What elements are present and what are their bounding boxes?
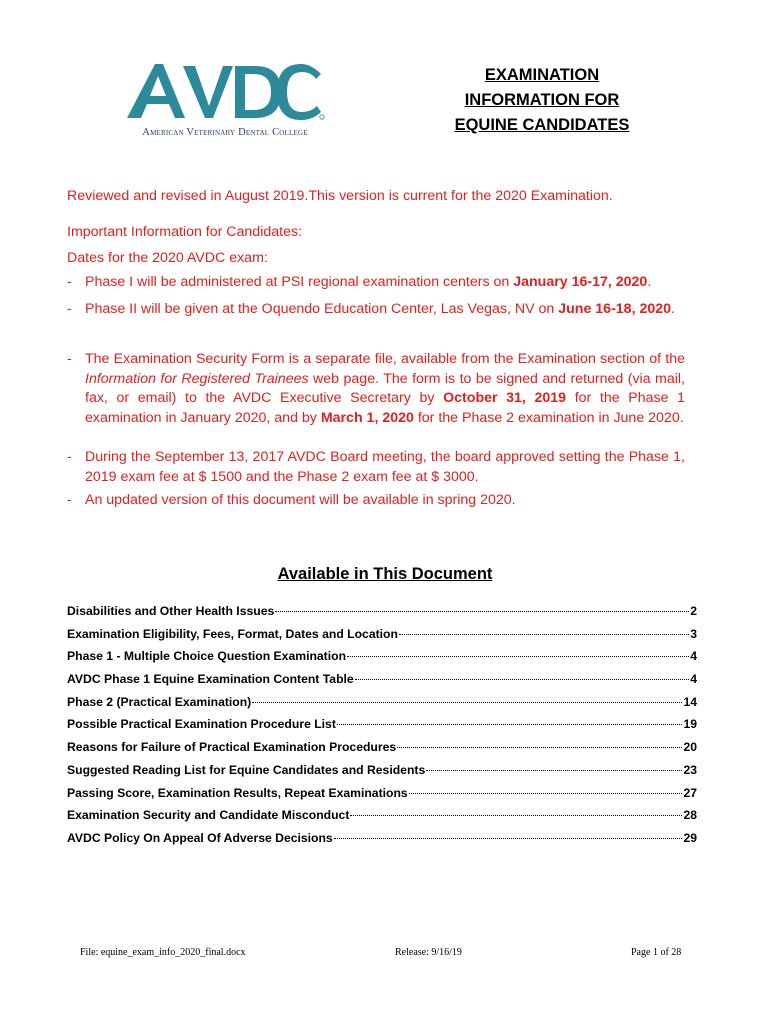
avdc-logo [125,60,325,142]
exam-dates-heading: Dates for the 2020 AVDC exam: [67,250,268,266]
toc-heading: Available in This Document [277,565,493,583]
table-of-contents [67,604,697,854]
toc-entry[interactable]: AVDC Phase 1 Equine Examination Content Table 4 [67,672,697,687]
bullet-updated-version: - An updated version of this document will be available in spring 2020. [67,491,685,511]
bullet-dash: - [67,301,72,317]
toc-entry[interactable]: Passing Score, Examination Results, Repeat Examinations 27 [67,785,697,800]
document-title [420,63,664,138]
title-line: EQUINE CANDIDATES [454,116,630,134]
bullet-phase1-date: - Phase I will be administered at PSI regional examination centers on January 16-17, 2020. [67,273,685,293]
toc-entry[interactable]: Phase 2 (Practical Examination) 14 [67,694,697,709]
toc-entry[interactable]: Reasons for Failure of Practical Examination Procedures 20 [67,740,697,755]
important-info-heading: Important Information for Candidates: [67,224,303,240]
bullet-dash: - [67,492,72,508]
toc-entry[interactable]: Phase 1 - Multiple Choice Question Examination 4 [67,649,697,664]
toc-entry[interactable]: Suggested Reading List for Equine Candidates and Residents 23 [67,762,697,777]
toc-entry[interactable]: AVDC Policy On Appeal Of Adverse Decisions 29 [67,830,697,845]
footer-filename: File: equine_exam_info_2020_final.docx [80,947,246,958]
footer-page-number: Page 1 of 28 [631,947,682,958]
logo-caption: American Veterinary Dental College [142,127,308,138]
bullet-dash: - [67,449,72,465]
toc-entry[interactable]: Disabilities and Other Health Issues 2 [67,604,697,618]
toc-entry[interactable]: Possible Practical Examination Procedure List 19 [67,717,697,732]
title-line: INFORMATION FOR [464,91,620,109]
avdc-wordmark-graphic [125,60,325,124]
trainee-info-page-reference: Information for Registered Trainees [85,370,309,387]
bullet-dash: - [67,274,72,290]
bullet-security-form: - The Examination Security Form is a separate file, available from the Examination section of the Information for Registered Trainees web page. The form is to be signed and returned (via mail, fax, or email) to the AVDC Executive Secretary by October 31, 2019 for the Phase 1 examination in January 2020, and by March 1, 2020 for the Phase 2 examination in June 2020. [67,351,685,426]
toc-entry[interactable]: Examination Security and Candidate Misconduct 28 [67,808,697,823]
footer-release: Release: 9/16/19 [395,947,462,958]
revision-note: Reviewed and revised in August 2019.This version is current for the 2020 Examination. [67,188,613,204]
bullet-dash: - [67,351,72,367]
bullet-exam-fees: - During the September 13, 2017 AVDC Board meeting, the board approved setting the Phase 1, 2019 exam fee at $ 1500 and the Phase 2 exam fee at $ 3000. [67,449,685,485]
toc-entry[interactable]: Examination Eligibility, Fees, Format, Dates and Location 3 [67,626,697,641]
bullet-phase2-date: - Phase II will be given at the Oquendo Education Center, Las Vegas, NV on June 16-18, 2020. [67,300,685,320]
title-line: EXAMINATION [484,66,600,84]
